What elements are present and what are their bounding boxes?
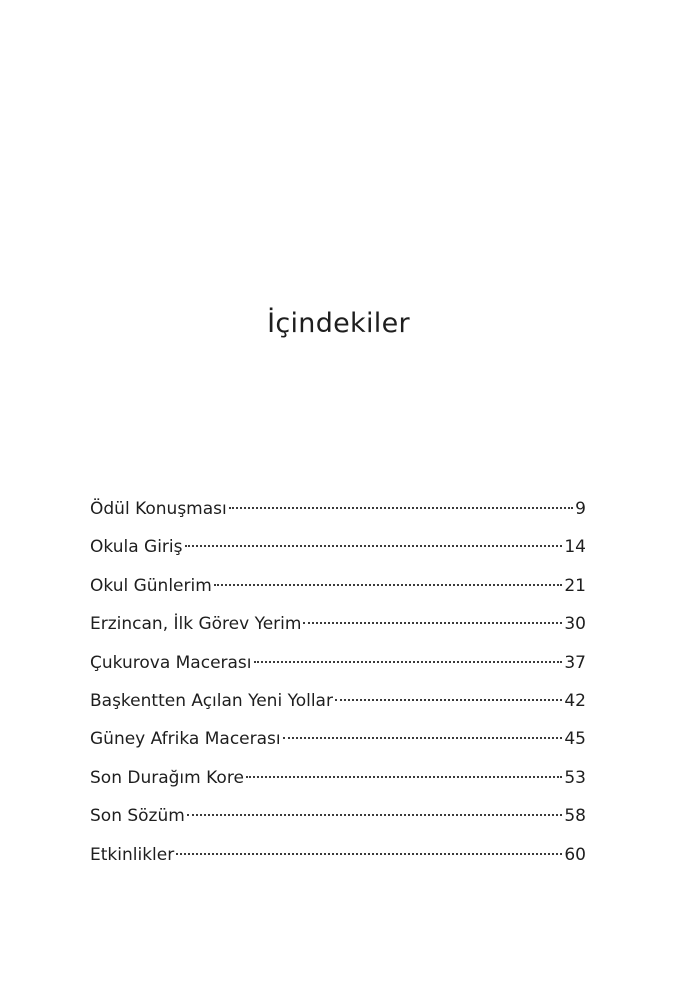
toc-entry-page-number: 30 [564, 614, 586, 635]
toc-entry-label: Etkinlikler [90, 844, 175, 865]
toc-entry [90, 759, 586, 797]
dot-leader [229, 507, 573, 509]
dot-leader [214, 584, 563, 586]
toc-entry-label: Çukurova Macerası [90, 652, 252, 673]
page-title: İçindekiler [267, 308, 410, 339]
toc-entry-page-number: 14 [564, 537, 586, 558]
toc-entry [90, 682, 586, 720]
toc-entry-label: Güney Afrika Macerası [90, 729, 281, 750]
dot-leader [185, 545, 563, 547]
dot-leader [283, 737, 563, 739]
toc-entry-label: Ödül Konuşması [90, 499, 227, 519]
toc-entry-label: Okula Giriş [90, 537, 183, 558]
toc-entry [90, 490, 586, 528]
toc-entry-page-number: 58 [564, 806, 586, 827]
dot-leader [246, 776, 562, 778]
dot-leader [187, 814, 563, 816]
dot-leader [335, 699, 562, 701]
toc-entry [90, 605, 586, 643]
toc-entry [90, 836, 586, 874]
toc-entry-page-number: 37 [564, 652, 586, 673]
toc-entry [90, 528, 586, 566]
toc-entry [90, 567, 586, 605]
toc-entry-label: Son Sözüm [90, 806, 185, 827]
toc-entry-page-number: 45 [564, 729, 586, 750]
toc-entry-label: Okul Günlerim [90, 575, 212, 596]
toc-entry-label: Son Durağım Kore [90, 767, 244, 788]
toc-entry-page-number: 53 [564, 767, 586, 788]
toc-entry-label: Başkentten Açılan Yeni Yollar [90, 690, 333, 711]
dot-leader [303, 622, 562, 624]
toc-entry [90, 797, 586, 835]
toc-entry-page-number: 42 [564, 690, 586, 711]
toc-entry-page-number: 21 [564, 575, 586, 596]
table-of-contents [90, 490, 586, 874]
toc-entry [90, 720, 586, 758]
toc-entry-page-number: 60 [564, 844, 586, 865]
dot-leader [176, 853, 562, 855]
toc-entry-page-number: 9 [575, 499, 586, 519]
toc-entry [90, 644, 586, 682]
toc-entry-label: Erzincan, İlk Görev Yerim [90, 614, 302, 635]
dot-leader [254, 661, 563, 663]
